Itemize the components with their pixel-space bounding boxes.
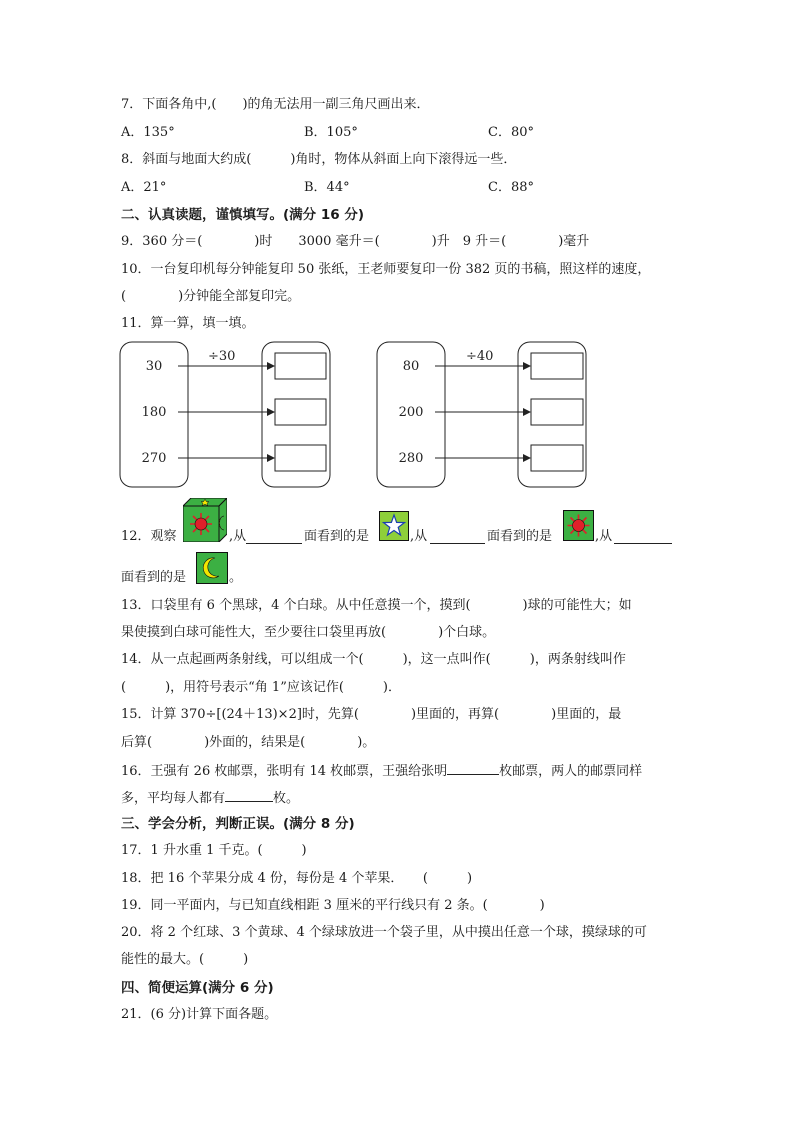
cube-icon: [183, 498, 227, 542]
q11-right-input-1: 80: [402, 359, 420, 374]
section-2-heading: 二、认真读题，谨慎填写。(满分 16 分): [121, 207, 365, 223]
q11-left-input-2: 180: [141, 405, 167, 420]
q16-line-2-start: 多，平均每人都有: [121, 791, 226, 806]
q11-left-answer-box-1[interactable]: [275, 353, 326, 379]
q16-line-1-end: 枚邮票，两人的邮票同样: [499, 764, 643, 779]
q12-blank-1[interactable]: [246, 530, 302, 544]
q14-line-2: ( )，用符号表示“角 1”应该记作( )．: [121, 680, 401, 695]
q12-blank-3[interactable]: [614, 530, 672, 544]
q11-left-input-1: 30: [145, 359, 163, 374]
q13-line-2: 果使摸到白球可能性大，至少要往口袋里再放( )个白球。: [121, 625, 496, 640]
q8-stem: 8．斜面与地面大约成( )角时，物体从斜面上向下滚得远一些．: [121, 152, 517, 167]
q20-line-1: 20．将 2 个红球、3 个黄球、4 个绿球放进一个袋子里，从中摸出任意一个球，摸绿球的可: [121, 925, 647, 940]
q11-left-operator: ÷30: [208, 349, 236, 364]
q20-line-2: 能性的最大。( ): [121, 952, 249, 967]
q14-line-1: 14．从一点起画两条射线，可以组成一个( )，这一点叫作( )，两条射线叫作: [121, 652, 626, 667]
q11-right-answer-box-1[interactable]: [531, 353, 583, 379]
q15-line-1: 15．计算 370÷[(24＋13)×2]时，先算( )里面的，再算( )里面的，最: [121, 707, 622, 722]
q7-option-a: A．135°: [121, 125, 175, 140]
q7-option-b: B．105°: [304, 125, 358, 140]
section-4-heading: 四、简便运算(满分 6 分): [121, 980, 274, 996]
q16-blank-1[interactable]: [447, 761, 499, 775]
moon-icon: [196, 552, 228, 584]
q11-left-input-3: 270: [141, 451, 167, 466]
q17-text: 17．1 升水重 1 千克。( ): [121, 843, 307, 858]
q21-text: 21．(6 分)计算下面各题。: [121, 1007, 278, 1022]
q11-right-input-3: 280: [398, 451, 424, 466]
q12-line-1: [121, 528, 177, 546]
q8-option-c: C．88°: [488, 180, 534, 195]
q12-from-1: ,从: [229, 529, 247, 544]
q12-blank-2[interactable]: [430, 530, 485, 544]
q12-line-2-text: 面看到的是: [121, 570, 187, 585]
q11-left-answer-box-3[interactable]: [275, 445, 326, 471]
q12-from-3: ,从: [595, 529, 613, 544]
q12-end: 。: [229, 570, 243, 585]
q19-text: 19．同一平面内，与已知直线相距 3 厘米的平行线只有 2 条。( ): [121, 898, 545, 913]
q15-line-2: 后算( )外面的，结果是( )。: [121, 735, 376, 750]
q11-stem: 11．算一算，填一填。: [121, 316, 255, 331]
q11-left-answer-box-2[interactable]: [275, 399, 326, 425]
star-icon: [379, 511, 409, 541]
q11-diagram: [0, 336, 794, 496]
q7-stem: 7．下面各角中,( )的角无法用一副三角尺画出来．: [121, 97, 430, 112]
q12-prefix: 12．观察: [121, 529, 177, 544]
q16-line-2: [121, 788, 299, 808]
q11-right-answer-box-2[interactable]: [531, 399, 583, 425]
q18-text: 18．把 16 个苹果分成 4 份，每份是 4 个苹果． ( ): [121, 871, 473, 886]
q10-line-2: ( )分钟能全部复印完。: [121, 289, 301, 304]
q8-option-b: B．44°: [304, 180, 350, 195]
q10-line-1: 10．一台复印机每分钟能复印 50 张纸，王老师要复印一份 382 页的书稿，照这样的速度，: [121, 262, 651, 277]
q8-option-a: A．21°: [121, 180, 167, 195]
q12-see-2: 面看到的是: [487, 529, 553, 544]
q9-text: 9．360 分＝( )时 3000 毫升＝( )升 9 升＝( )毫升: [121, 234, 590, 249]
q12-see-1: 面看到的是: [304, 529, 370, 544]
q12-from-2: ,从: [410, 529, 428, 544]
sun-icon: [563, 510, 594, 541]
q13-line-1: 13．口袋里有 6 个黑球，4 个白球。从中任意摸一个，摸到( )球的可能性大；如: [121, 598, 632, 613]
section-3-heading: 三、学会分析，判断正误。(满分 8 分): [121, 816, 355, 832]
q16-line-1-start: 16．王强有 26 枚邮票，张明有 14 枚邮票，王强给张明: [121, 764, 448, 779]
q7-option-c: C．80°: [488, 125, 534, 140]
q11-right-answer-box-3[interactable]: [531, 445, 583, 471]
q16-line-1: [121, 761, 642, 781]
q16-line-2-end: 枚。: [273, 791, 300, 806]
q16-blank-2[interactable]: [225, 788, 273, 802]
q11-right-operator: ÷40: [466, 349, 494, 364]
q11-right-input-2: 200: [398, 405, 424, 420]
